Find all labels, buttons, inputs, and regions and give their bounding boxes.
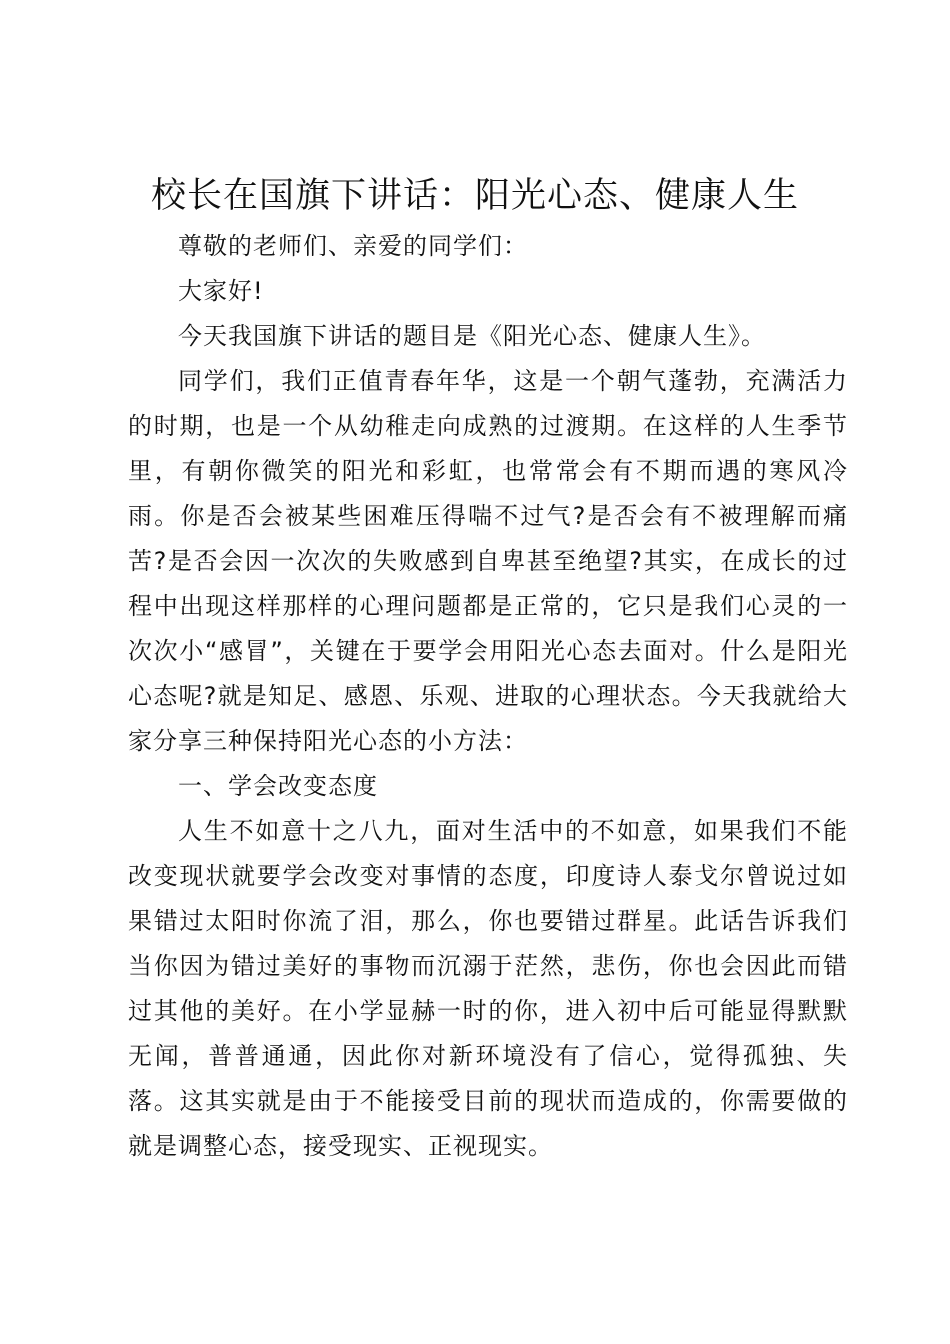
salutation: 尊敬的老师们、亲爱的同学们： — [178, 232, 528, 260]
document-title: 校长在国旗下讲话：阳光心态、健康人生 — [150, 176, 799, 216]
greeting: 大家好! — [178, 277, 264, 305]
document-body — [128, 224, 848, 1169]
topic-intro-paragraph: 今天我国旗下讲话的题目是《阳光心态、健康人生》。 — [178, 322, 766, 350]
section-heading: 一、学会改变态度 — [178, 772, 378, 800]
body-paragraph: 同学们，我们正值青春年华，这是一个朝气蓬勃，充满活力的时期，也是一个从幼稚走向成熟的过渡期。在这样的人生季节里，有朝你微笑的阳光和彩虹，也常常会有不期而遇的寒风冷雨。你是否会被某些困难压得喘不过气?是否会有不被理解而痛苦?是否会因一次次的失败感到自卑甚至绝望?其实，在成长的过程中出现这样那样的心理问题都是正常的，它只是我们心灵的一次次小“感冒”，关键在于要学会用阳光心态去面对。什么是阳光心态呢?就是知足、感恩、乐观、进取的心理状态。今天我就给大家分享三种保持阳光心态的小方法： — [128, 367, 848, 755]
body-paragraph: 人生不如意十之八九，面对生活中的不如意，如果我们不能改变现状就要学会改变对事情的态度，印度诗人泰戈尔曾说过如果错过太阳时你流了泪，那么，你也要错过群星。此话告诉我们当你因为错过美好的事物而沉溺于茫然，悲伤，你也会因此而错过其他的美好。在小学显赫一时的你，进入初中后可能显得默默无闻，普普通通，因此你对新环境没有了信心，觉得孤独、失落。这其实就是由于不能接受目前的现状而造成的，你需要做的就是调整心态，接受现实、正视现实。 — [128, 817, 848, 1160]
